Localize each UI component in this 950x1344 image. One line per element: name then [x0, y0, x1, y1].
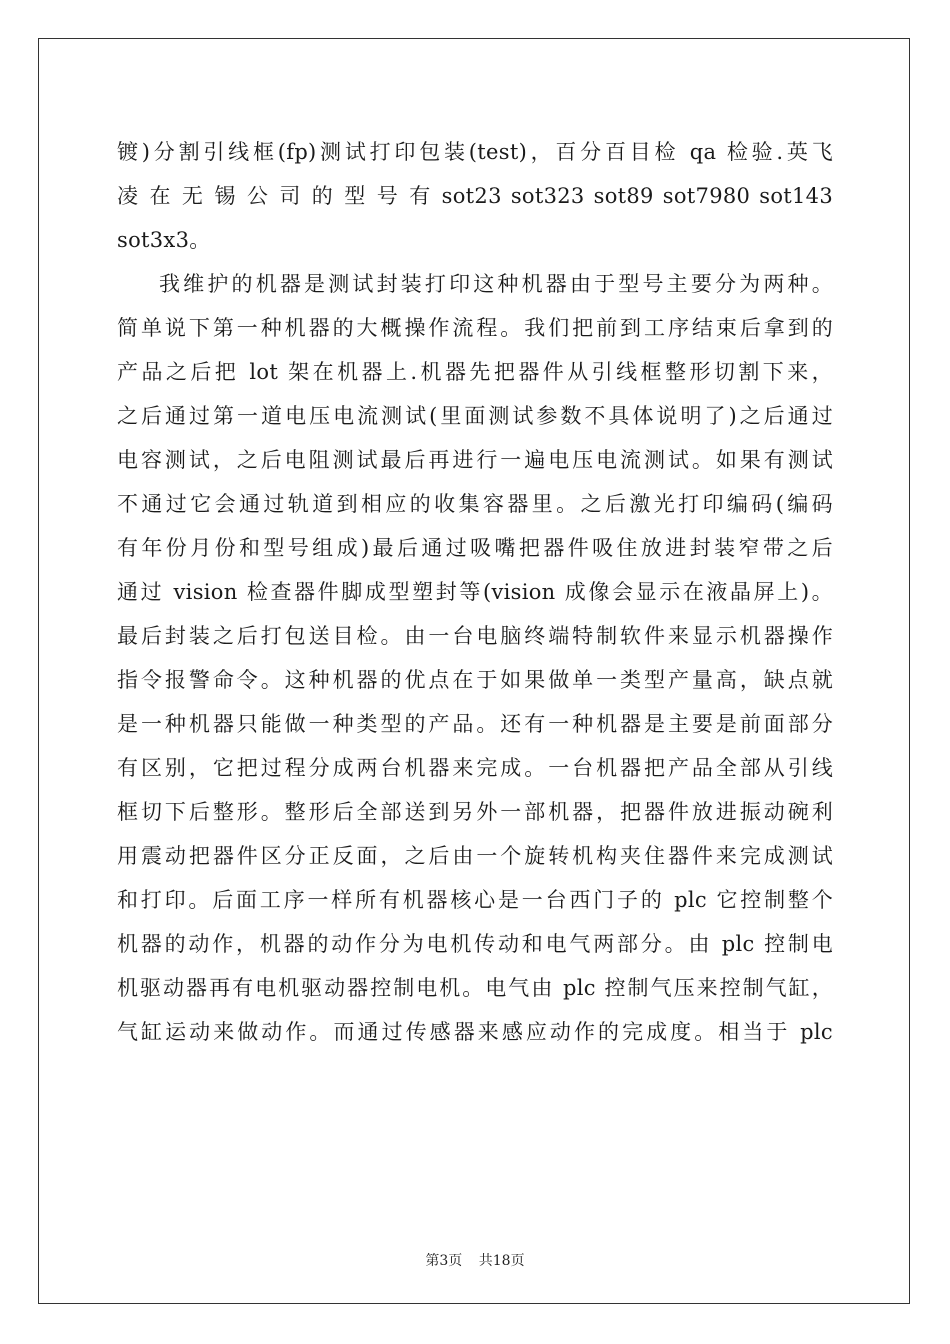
text-line: 凌 在 无 锡 公 司 的 型 号 有 sot23 sot323 sot89 sot7980 sot143 [117, 184, 833, 208]
page-number: 第3页 [425, 1253, 463, 1269]
text-line: 有区别，它把过程分成两台机器来完成。一台机器把产品全部从引线 [117, 756, 833, 780]
text-line: 有年份月份和型号组成)最后通过吸嘴把器件吸住放进封装窄带之后 [117, 536, 833, 560]
text-line: 机器的动作，机器的动作分为电机传动和电气两部分。由 plc 控制电 [117, 932, 833, 956]
text-line: 用震动把器件区分正反面，之后由一个旋转机构夹住器件来完成测试 [117, 844, 833, 868]
text-line: 产品之后把 lot 架在机器上.机器先把器件从引线框整形切割下来， [117, 360, 833, 384]
page-total: 共18页 [478, 1253, 525, 1269]
text-line: 通过 vision 检查器件脚成型塑封等(vision 成像会显示在液晶屏上)。 [117, 580, 833, 604]
text-line: 指令报警命令。这种机器的优点在于如果做单一类型产量高，缺点就 [117, 668, 833, 692]
text-line: 机驱动器再有电机驱动器控制电机。电气由 plc 控制气压来控制气缸， [117, 976, 833, 1000]
paragraph-start-line: 我维护的机器是测试封装打印这种机器由于型号主要分为两种。 [159, 272, 833, 296]
text-line: 之后通过第一道电压电流测试(里面测试参数不具体说明了)之后通过 [117, 404, 833, 428]
text-line: 不通过它会通过轨道到相应的收集容器里。之后激光打印编码(编码 [117, 492, 833, 516]
text-line: 镀)分割引线框(fp)测试打印包装(test)，百分百目检 qa 检验.英飞 [117, 140, 833, 164]
text-line: sot3x3。 [117, 228, 211, 252]
text-line: 框切下后整形。整形后全部送到另外一部机器，把器件放进振动碗利 [117, 800, 833, 824]
document-body [117, 130, 833, 1054]
text-line: 电容测试，之后电阻测试最后再进行一遍电压电流测试。如果有测试 [117, 448, 833, 472]
text-line: 是一种机器只能做一种类型的产品。还有一种机器是主要是前面部分 [117, 712, 833, 736]
text-line: 气缸运动来做动作。而通过传感器来感应动作的完成度。相当于 plc [117, 1020, 833, 1044]
text-line: 简单说下第一种机器的大概操作流程。我们把前到工序结束后拿到的 [117, 316, 833, 340]
text-line: 最后封装之后打包送目检。由一台电脑终端特制软件来显示机器操作 [117, 624, 833, 648]
page-footer [0, 1250, 950, 1270]
text-line: 和打印。后面工序一样所有机器核心是一台西门子的 plc 它控制整个 [117, 888, 833, 912]
